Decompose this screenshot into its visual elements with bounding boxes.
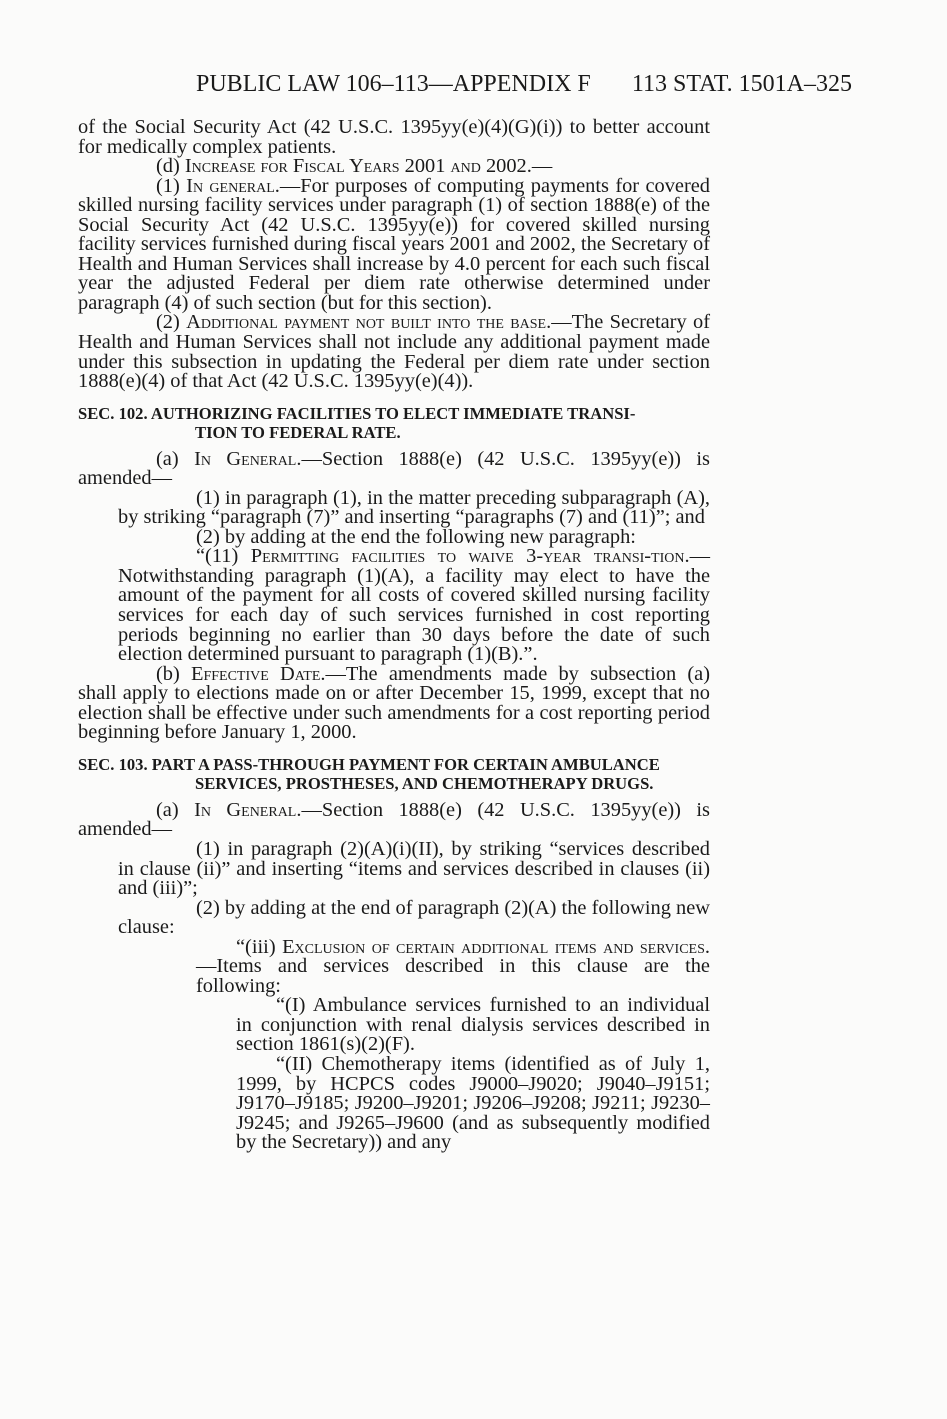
text-run: (2) by adding at the end the following new paragraph: (196, 525, 636, 548)
paragraph-d1 (78, 174, 710, 314)
section-heading-line: TION TO FEDERAL RATE. (195, 422, 401, 442)
sec103-item-1 (78, 837, 710, 900)
text-run-smallcaps: Effective Date (191, 662, 321, 685)
sec103-subsection-a (78, 798, 710, 841)
section-heading-line: SEC. 102. AUTHORIZING FACILITIES TO ELECT IMMEDIATE TRANSI- (78, 403, 636, 423)
sec103-subclause-II (78, 1052, 710, 1154)
text-run: (a) (156, 447, 195, 470)
text-run: (1) in paragraph (1), in the matter preceding subparagraph (A), by striking “paragraph (7)” and inserting “paragraphs (7) and (11)”; and (118, 486, 710, 529)
text-run: .—Notwithstanding paragraph (1)(A), a facility may elect to have the amount of the payment for all costs of covered skilled nursing facility services for each day of such services furnished in cost reporting periods beginning no earlier than 30 days before the date of such election determined pursuant to paragraph (1)(B).”. (118, 545, 710, 666)
text-run: 2001 (399, 155, 451, 178)
paragraph-d2 (78, 313, 710, 391)
text-run: (2) by adding at the end of paragraph (2)(A) the following new clause: (118, 896, 710, 939)
text-run: .—Section 1888(e) (42 U.S.C. 1395yy(e)) is amended— (78, 798, 710, 841)
text-run: (1) (156, 174, 187, 197)
text-run: (2) (156, 311, 187, 334)
section-heading-line: SEC. 103. PART A PASS-THROUGH PAYMENT FOR CERTAIN AMBULANCE (78, 754, 660, 774)
text-run-smallcaps: In General (194, 447, 297, 470)
text-run-smallcaps: In General (194, 798, 297, 821)
running-header (196, 68, 852, 100)
section-heading-line: SERVICES, PROSTHESES, AND CHEMOTHERAPY DRUGS. (195, 773, 654, 793)
sec102-subsection-b (78, 662, 711, 744)
text-run: of the Social Security Act (42 U.S.C. 1395yy(e)(4)(G)(i)) to better account for medically complex patients. (78, 116, 710, 158)
text-run-smallcaps: Exclusion of certain additional items and services (282, 935, 705, 958)
text-run-smallcaps: Additional payment not built into the base (186, 311, 547, 334)
text-run-smallcaps: and (450, 155, 481, 178)
section-103-heading (78, 755, 710, 793)
text-run: (b) (156, 662, 191, 685)
sec103-clause-iii (78, 935, 710, 997)
header-stat-page: 113 STAT. 1501A–325 (631, 71, 852, 97)
sec102-quoted-paragraph-11 (78, 547, 710, 664)
sec103-subclause-I (78, 996, 710, 1055)
text-run: (a) (156, 798, 195, 821)
sec102-item-1 (78, 486, 710, 529)
sec103-item-2 (78, 896, 710, 939)
text-run: .—Section 1888(e) (42 U.S.C. 1395yy(e)) is amended— (78, 447, 710, 490)
text-run: (1) in paragraph (2)(A)(i)(II), by striking “services described in clause (ii)” and inserting “items and services described in clauses (ii) and (iii)”; (118, 837, 710, 900)
text-run: “(iii) (236, 935, 283, 958)
header-public-law: PUBLIC LAW 106–113—APPENDIX F (196, 71, 591, 97)
text-run: .—The Secretary of Health and Human Services shall not include any additional payment made under this subsection in updating the Federal per diem rate under section 1888(e)(4) of that Act (42 U.S.C. 1395yy(e)(4)). (78, 311, 710, 393)
text-run: “(11) (196, 545, 251, 568)
paragraph-continuation (78, 118, 710, 157)
text-run: .—For purposes of computing payments for covered skilled nursing facility services under paragraph (1) of section 1888(e) of the Social Security Act (42 U.S.C. 1395yy(e)) for covered skilled nursing facility services furnished during fiscal years 2001 and 2002, the Secretary of Health and Human Services shall increase by 4.0 percent for each such fiscal year the adjusted Federal per diem rate otherwise determined under paragraph (4) of such section (but for this section). (78, 174, 710, 314)
sec102-subsection-a (78, 447, 710, 490)
page-body (78, 118, 710, 1153)
text-run-smallcaps: Increase for Fiscal Years (184, 155, 400, 178)
text-run: 2002.— (480, 155, 553, 178)
text-run: “(I) Ambulance services furnished to an individual in conjunction with renal dialysis services described in section 1861(s)(2)(F). (236, 994, 710, 1056)
text-run: .—Items and services described in this clause are the following: (196, 935, 710, 997)
text-run: “(II) Chemotherapy items (identified as of July 1, 1999, by HCPCS codes J9000–J9020; J9040–J9151; J9170–J9185; J9200–J9201; J9206–J9208; J9211; J9230–J9245; and J9265–J9600 (and as subsequently modified by the Secretary)) and any (236, 1052, 710, 1154)
text-run: (d) (156, 155, 185, 178)
text-run: .—The amendments made by subsection (a) shall apply to elections made on or after December 15, 1999, except that no election shall be effective under such amendments for a cost reporting period beginning before January 1, 2000. (78, 662, 711, 744)
section-102-heading (78, 404, 710, 442)
text-run-smallcaps: Permitting facilities to waive 3-year transi-tion (250, 545, 685, 568)
text-run-smallcaps: In general (186, 174, 275, 197)
